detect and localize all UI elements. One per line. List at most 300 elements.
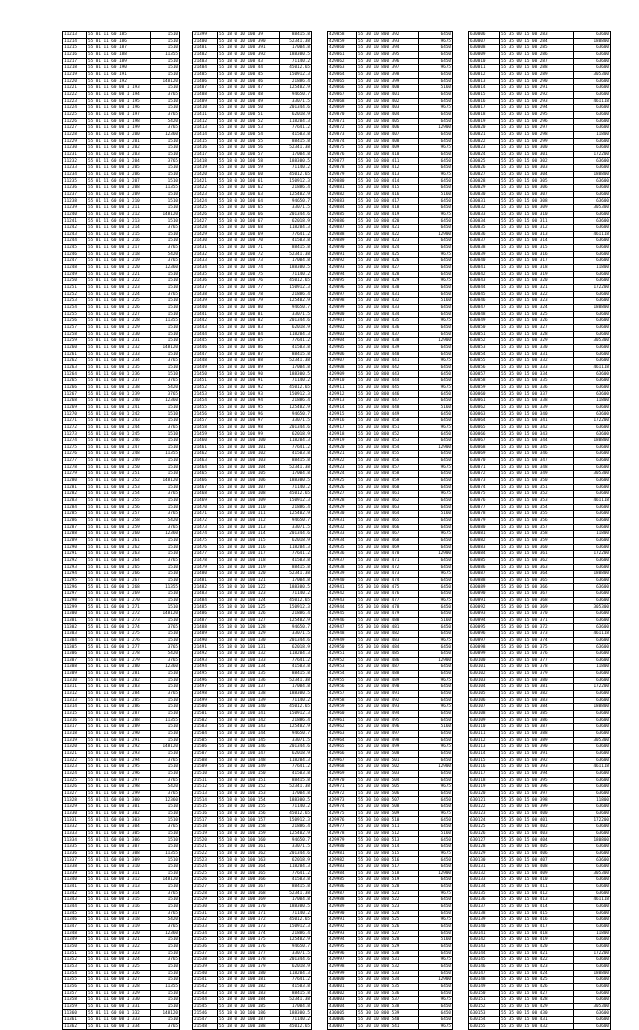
value-cell: 63600 <box>574 890 611 897</box>
code-cell: 55 35 00 15 00 397 <box>500 790 574 797</box>
value-cell: 461118 <box>574 98 611 105</box>
value-cell: 172200 <box>574 684 611 691</box>
table-row <box>328 464 453 471</box>
table-row <box>469 817 611 824</box>
row-id-cell: 429883 <box>328 198 357 205</box>
value-cell: 12360 <box>151 664 180 671</box>
code-cell: 55 30 10 800 403 <box>357 105 419 112</box>
row-id-cell: 429926 <box>328 484 357 491</box>
row-id-cell: 429907 <box>328 358 357 365</box>
row-id-cell: 429922 <box>328 458 357 465</box>
code-cell: 55 35 00 15 00 391 <box>500 750 574 757</box>
table-row <box>328 784 453 791</box>
table-row <box>469 884 611 891</box>
table-row <box>328 105 453 112</box>
row-id-cell: 21497 <box>193 684 218 691</box>
value-cell: 9675 <box>419 278 453 285</box>
value-cell: 21886.4 <box>280 504 312 511</box>
table-row <box>328 284 453 291</box>
table-row <box>63 391 180 398</box>
table-row <box>63 937 180 944</box>
value-cell: 9675 <box>419 704 453 711</box>
table-row <box>328 178 453 185</box>
value-cell: 172200 <box>574 817 611 824</box>
table-row <box>193 957 312 964</box>
value-cell: 6450 <box>419 331 453 338</box>
code-cell: 55 30 10 800 510 <box>357 817 419 824</box>
table-row <box>328 551 453 558</box>
code-cell: 55 30 10 800 521 <box>357 890 419 897</box>
table-row <box>63 58 180 65</box>
table-row <box>63 544 180 551</box>
table-row <box>469 637 611 644</box>
value-cell: 6450 <box>419 218 453 225</box>
code-cell: 55 30 10 800 428 <box>357 271 419 278</box>
code-cell: 55 18 0 10 100 48 <box>218 91 280 98</box>
value-cell: 45012.65 <box>280 384 312 391</box>
code-cell: 55 35 00 15 00 327 <box>500 324 574 331</box>
row-id-cell: 11243 <box>63 231 87 238</box>
row-id-cell: 630012 <box>469 71 500 78</box>
table-row <box>63 624 180 631</box>
value-cell: 94650.7 <box>280 943 312 950</box>
value-cell: 201344.6 <box>280 850 312 857</box>
table-row <box>63 165 180 172</box>
code-cell: 55 30 10 800 474 <box>357 577 419 584</box>
row-id-cell: 630019 <box>469 118 500 125</box>
code-cell: 55 18 0 10 100 156 <box>218 810 280 817</box>
row-id-cell: 630010 <box>469 58 500 65</box>
code-cell: 55 18 0 10 100 181 <box>218 977 280 984</box>
code-cell: 55 18 0 10 100 120 <box>218 571 280 578</box>
value-cell: 6450 <box>419 484 453 491</box>
code-cell: 55 01 11 60 00 1 274 <box>87 624 151 631</box>
value-cell: 17004.8 <box>280 45 312 52</box>
code-cell: 55 35 00 15 00 339 <box>500 404 574 411</box>
value-cell: 62018.9 <box>280 431 312 438</box>
row-id-cell: 630034 <box>469 218 500 225</box>
table-row <box>469 824 611 831</box>
row-id-cell: 429961 <box>328 717 357 724</box>
row-id-cell: 429942 <box>328 591 357 598</box>
row-id-cell: 429863 <box>328 65 357 72</box>
value-cell: 9675 <box>419 105 453 112</box>
code-cell: 55 01 11 60 00 1 261 <box>87 537 151 544</box>
table-row <box>63 218 180 225</box>
code-cell: 55 01 11 60 190 <box>87 65 151 72</box>
row-id-cell: 11335 <box>63 844 87 851</box>
code-cell: 55 01 11 60 00 1 238 <box>87 384 151 391</box>
table-row <box>63 411 180 418</box>
table-row <box>63 710 180 717</box>
table-row <box>193 804 312 811</box>
table-row <box>63 324 180 331</box>
code-cell: 55 30 10 800 433 <box>357 304 419 311</box>
code-cell: 55 35 00 15 00 403 <box>500 830 574 837</box>
code-cell: 55 18 0 10 100 150 <box>218 770 280 777</box>
value-cell: 6450 <box>419 158 453 165</box>
row-id-cell: 11308 <box>63 664 87 671</box>
table-row <box>469 557 611 564</box>
code-cell: 55 01 11 60 00 1 269 <box>87 591 151 598</box>
row-id-cell: 429877 <box>328 158 357 165</box>
value-cell: 461118 <box>574 764 611 771</box>
code-cell: 55 18 0 10 100 65 <box>218 205 280 212</box>
code-cell: 55 35 00 15 00 369 <box>500 604 574 611</box>
table-row <box>469 291 611 298</box>
value-cell: 1510 <box>151 564 180 571</box>
code-cell: 55 30 10 800 523 <box>357 903 419 910</box>
row-id-cell: 21481 <box>193 577 218 584</box>
value-cell: 6450 <box>419 504 453 511</box>
row-id-cell: 11323 <box>63 764 87 771</box>
row-id-cell: 429992 <box>328 923 357 930</box>
table-row <box>63 531 180 538</box>
code-cell: 55 01 11 60 00 1 332 <box>87 1010 151 1017</box>
value-cell: 150912.3 <box>280 178 312 185</box>
row-id-cell: 11271 <box>63 418 87 425</box>
row-id-cell: 429988 <box>328 897 357 904</box>
code-cell: 55 18 0 10 100 180 <box>218 970 280 977</box>
code-cell: 55 01 11 60 00 1 302 <box>87 810 151 817</box>
value-cell: 17004.8 <box>280 151 312 158</box>
table-row <box>193 824 312 831</box>
value-cell: 118204.3 <box>280 438 312 445</box>
row-id-cell: 11262 <box>63 358 87 365</box>
row-id-cell: 21413 <box>193 125 218 132</box>
table-row <box>63 205 180 212</box>
table-row <box>469 804 611 811</box>
value-cell: 11355 <box>151 850 180 857</box>
table-row <box>193 757 312 764</box>
row-id-cell: 21537 <box>193 950 218 957</box>
value-cell: 188300.5 <box>280 51 312 58</box>
row-id-cell: 429967 <box>328 757 357 764</box>
value-cell: 1510 <box>151 977 180 984</box>
table-row <box>193 458 312 465</box>
code-cell: 55 18 0 10 100 60 <box>218 171 280 178</box>
table-row <box>328 444 453 451</box>
value-cell: 45012.65 <box>280 65 312 72</box>
code-cell: 55 35 00 15 00 410 <box>500 877 574 884</box>
code-cell: 55 18 0 10 100 186 <box>218 1010 280 1017</box>
code-cell: 55 01 11 60 00 1 222 <box>87 278 151 285</box>
table-row <box>63 464 180 471</box>
code-cell: 55 35 00 15 00 416 <box>500 917 574 924</box>
value-cell: 305300 <box>574 471 611 478</box>
code-cell: 55 01 11 60 00 1 208 <box>87 185 151 192</box>
row-id-cell: 21463 <box>193 458 218 465</box>
code-cell: 55 35 00 15 00 349 <box>500 471 574 478</box>
row-id-cell: 11236 <box>63 185 87 192</box>
value-cell: 63600 <box>574 298 611 305</box>
code-cell: 55 18 0 10 100 100 <box>218 438 280 445</box>
value-cell: 6450 <box>419 817 453 824</box>
code-cell: 55 01 11 60 00 1 203 <box>87 151 151 158</box>
value-cell: 6450 <box>419 45 453 52</box>
value-cell: 1510 <box>151 677 180 684</box>
value-cell: 11355 <box>151 584 180 591</box>
code-cell: 55 01 11 60 00 1 221 <box>87 271 151 278</box>
row-id-cell: 429864 <box>328 71 357 78</box>
row-id-cell: 630134 <box>469 884 500 891</box>
row-id-cell: 429924 <box>328 471 357 478</box>
code-cell: 55 30 10 800 535 <box>357 983 419 990</box>
value-cell: 63600 <box>574 744 611 751</box>
value-cell: 118204.3 <box>280 757 312 764</box>
value-cell: 1510 <box>151 617 180 624</box>
code-cell: 55 01 11 60 00 1 244 <box>87 424 151 431</box>
table-row <box>193 411 312 418</box>
code-cell: 55 18 0 10 100 87 <box>218 351 280 358</box>
table-row <box>63 784 180 791</box>
data-table-1 <box>62 31 180 1030</box>
row-id-cell: 630043 <box>469 278 500 285</box>
table-row <box>328 564 453 571</box>
code-cell: 55 18 0 10 100 132 <box>218 651 280 658</box>
value-cell: 63600 <box>574 251 611 258</box>
value-cell: 1510 <box>151 45 180 52</box>
row-id-cell: 21468 <box>193 491 218 498</box>
value-cell: 125402.9 <box>280 511 312 518</box>
value-cell: 3765 <box>151 511 180 518</box>
row-id-cell: 21460 <box>193 438 218 445</box>
table-row <box>193 704 312 711</box>
value-cell: 63600 <box>574 138 611 145</box>
code-cell: 55 35 00 15 00 426 <box>500 983 574 990</box>
value-cell: 6450 <box>419 591 453 598</box>
code-cell: 55 18 0 10 100 82 <box>218 318 280 325</box>
table-row <box>63 844 180 851</box>
table-row <box>193 205 312 212</box>
row-id-cell: 11302 <box>63 624 87 631</box>
value-cell: 6450 <box>419 111 453 118</box>
code-cell: 55 18 0 10 100 54 <box>218 131 280 138</box>
code-cell: 55 35 00 15 00 300 <box>500 145 574 152</box>
table-row <box>469 258 611 265</box>
value-cell: 62018.9 <box>280 644 312 651</box>
value-cell: 6450 <box>419 730 453 737</box>
code-cell: 55 35 00 15 00 335 <box>500 378 574 385</box>
row-id-cell: 11220 <box>63 78 87 85</box>
value-cell: 6450 <box>419 910 453 917</box>
code-cell: 55 18 0 10 100 143 <box>218 724 280 731</box>
row-id-cell: 11342 <box>63 890 87 897</box>
value-cell: 1510 <box>151 697 180 704</box>
row-id-cell: 630060 <box>469 391 500 398</box>
row-id-cell: 429916 <box>328 418 357 425</box>
value-cell: 1510 <box>151 98 180 105</box>
row-id-cell: 21533 <box>193 923 218 930</box>
table-row <box>469 810 611 817</box>
table-row <box>193 557 312 564</box>
code-cell: 55 01 11 60 00 1 278 <box>87 651 151 658</box>
table-row <box>469 657 611 664</box>
table-row <box>193 105 312 112</box>
table-row <box>328 371 453 378</box>
code-cell: 55 35 00 15 00 340 <box>500 411 574 418</box>
code-cell: 55 35 00 15 00 295 <box>500 111 574 118</box>
value-cell: 3765 <box>151 644 180 651</box>
row-id-cell: 429952 <box>328 657 357 664</box>
table-row <box>469 777 611 784</box>
table-row <box>63 497 180 504</box>
table-row <box>63 458 180 465</box>
code-cell: 55 01 11 60 00 1 234 <box>87 358 151 365</box>
row-id-cell: 429963 <box>328 730 357 737</box>
row-id-cell: 429914 <box>328 404 357 411</box>
row-id-cell: 630127 <box>469 837 500 844</box>
row-id-cell: 630018 <box>469 111 500 118</box>
row-id-cell: 11229 <box>63 138 87 145</box>
code-cell: 55 30 10 800 508 <box>357 804 419 811</box>
value-cell: 1510 <box>151 331 180 338</box>
table-row <box>328 810 453 817</box>
value-cell: 6450 <box>419 777 453 784</box>
code-cell: 55 35 00 15 00 330 <box>500 344 574 351</box>
value-cell: 63600 <box>574 344 611 351</box>
row-id-cell: 630102 <box>469 671 500 678</box>
table-row <box>469 977 611 984</box>
table-row <box>469 304 611 311</box>
code-cell: 55 01 11 60 187 <box>87 45 151 52</box>
value-cell: 6450 <box>419 697 453 704</box>
code-cell: 55 01 11 60 00 1 320 <box>87 930 151 937</box>
code-cell: 55 18 0 10 100 99 <box>218 431 280 438</box>
value-cell: 3765 <box>151 757 180 764</box>
row-id-cell: 21442 <box>193 318 218 325</box>
table-row <box>63 923 180 930</box>
table-row <box>193 537 312 544</box>
row-id-cell: 21450 <box>193 371 218 378</box>
row-id-cell: 630068 <box>469 444 500 451</box>
value-cell: 1510 <box>151 810 180 817</box>
table-row <box>328 857 453 864</box>
code-cell: 55 35 00 15 00 333 <box>500 364 574 371</box>
table-row <box>193 631 312 638</box>
table-row <box>193 98 312 105</box>
value-cell: 63600 <box>574 165 611 172</box>
row-id-cell: 11301 <box>63 617 87 624</box>
value-cell: 63600 <box>574 444 611 451</box>
value-cell: 71140.2 <box>280 591 312 598</box>
value-cell: 1510 <box>151 537 180 544</box>
table-row <box>63 837 180 844</box>
value-cell: 1510 <box>151 218 180 225</box>
table-row <box>328 145 453 152</box>
code-cell: 55 01 11 60 00 1 310 <box>87 864 151 871</box>
row-id-cell: 11228 <box>63 131 87 138</box>
row-id-cell: 11327 <box>63 790 87 797</box>
value-cell: 1510 <box>151 171 180 178</box>
row-id-cell: 21530 <box>193 903 218 910</box>
code-cell: 55 30 10 800 439 <box>357 344 419 351</box>
value-cell: 21886.4 <box>280 611 312 618</box>
table-row <box>469 857 611 864</box>
table-row <box>193 185 312 192</box>
code-cell: 55 01 11 60 00 1 316 <box>87 903 151 910</box>
code-cell: 55 01 11 60 00 1 226 <box>87 304 151 311</box>
code-cell: 55 30 10 800 492 <box>357 697 419 704</box>
value-cell: 1510 <box>151 191 180 198</box>
code-cell: 55 01 11 60 00 1 280 <box>87 664 151 671</box>
value-cell: 461118 <box>574 497 611 504</box>
table-row <box>328 890 453 897</box>
row-id-cell: 630151 <box>469 997 500 1004</box>
value-cell: 6450 <box>419 458 453 465</box>
code-cell: 55 01 11 60 00 1 253 <box>87 484 151 491</box>
table-row <box>193 970 312 977</box>
value-cell: 63600 <box>574 557 611 564</box>
table-row <box>193 258 312 265</box>
code-cell: 55 01 11 60 00 1 199 <box>87 125 151 132</box>
row-id-cell: 429930 <box>328 511 357 518</box>
table-row <box>328 864 453 871</box>
row-id-cell: 21452 <box>193 384 218 391</box>
table-row <box>63 245 180 252</box>
value-cell: 1510 <box>151 38 180 45</box>
code-cell: 55 01 11 60 00 1 224 <box>87 291 151 298</box>
table-row <box>63 331 180 338</box>
row-id-cell: 630015 <box>469 91 500 98</box>
table-row <box>193 271 312 278</box>
value-cell: 9675 <box>419 677 453 684</box>
row-id-cell: 630035 <box>469 225 500 232</box>
row-id-cell: 11352 <box>63 957 87 964</box>
table-row <box>328 131 453 138</box>
table-row <box>328 597 453 604</box>
code-cell: 55 35 00 15 00 419 <box>500 937 574 944</box>
row-id-cell: 429927 <box>328 491 357 498</box>
code-cell: 55 30 10 800 450 <box>357 418 419 425</box>
table-row <box>328 631 453 638</box>
value-cell: 63600 <box>574 178 611 185</box>
table-row <box>328 231 453 238</box>
table-row <box>63 990 180 997</box>
value-cell: 5160 <box>419 511 453 518</box>
value-cell: 6450 <box>419 344 453 351</box>
code-cell: 55 01 11 60 00 1 289 <box>87 724 151 731</box>
table-row <box>469 757 611 764</box>
code-cell: 55 30 10 800 470 <box>357 551 419 558</box>
code-cell: 55 01 11 60 00 1 209 <box>87 191 151 198</box>
code-cell: 55 30 10 800 539 <box>357 1010 419 1017</box>
table-row <box>328 291 453 298</box>
value-cell: 63600 <box>574 111 611 118</box>
row-id-cell: 11269 <box>63 404 87 411</box>
value-cell: 9675 <box>419 571 453 578</box>
row-id-cell: 21512 <box>193 784 218 791</box>
row-id-cell: 429993 <box>328 930 357 937</box>
row-id-cell: 630146 <box>469 963 500 970</box>
code-cell: 55 01 11 60 00 1 228 <box>87 318 151 325</box>
row-id-cell: 21402 <box>193 51 218 58</box>
value-cell: 148120 <box>151 877 180 884</box>
row-id-cell: 21482 <box>193 584 218 591</box>
code-cell: 55 18 0 10 100 178 <box>218 957 280 964</box>
code-cell: 55 30 10 800 394 <box>357 45 419 52</box>
value-cell: 3765 <box>151 923 180 930</box>
value-cell: 11800 <box>574 264 611 271</box>
row-id-cell: 630007 <box>469 38 500 45</box>
value-cell: 1510 <box>151 484 180 491</box>
code-cell: 55 18 0 10 100 122 <box>218 584 280 591</box>
table-row <box>193 697 312 704</box>
value-cell: 12360 <box>151 930 180 937</box>
value-cell: 1510 <box>151 105 180 112</box>
code-cell: 55 30 10 800 446 <box>357 391 419 398</box>
row-id-cell: 429940 <box>328 577 357 584</box>
